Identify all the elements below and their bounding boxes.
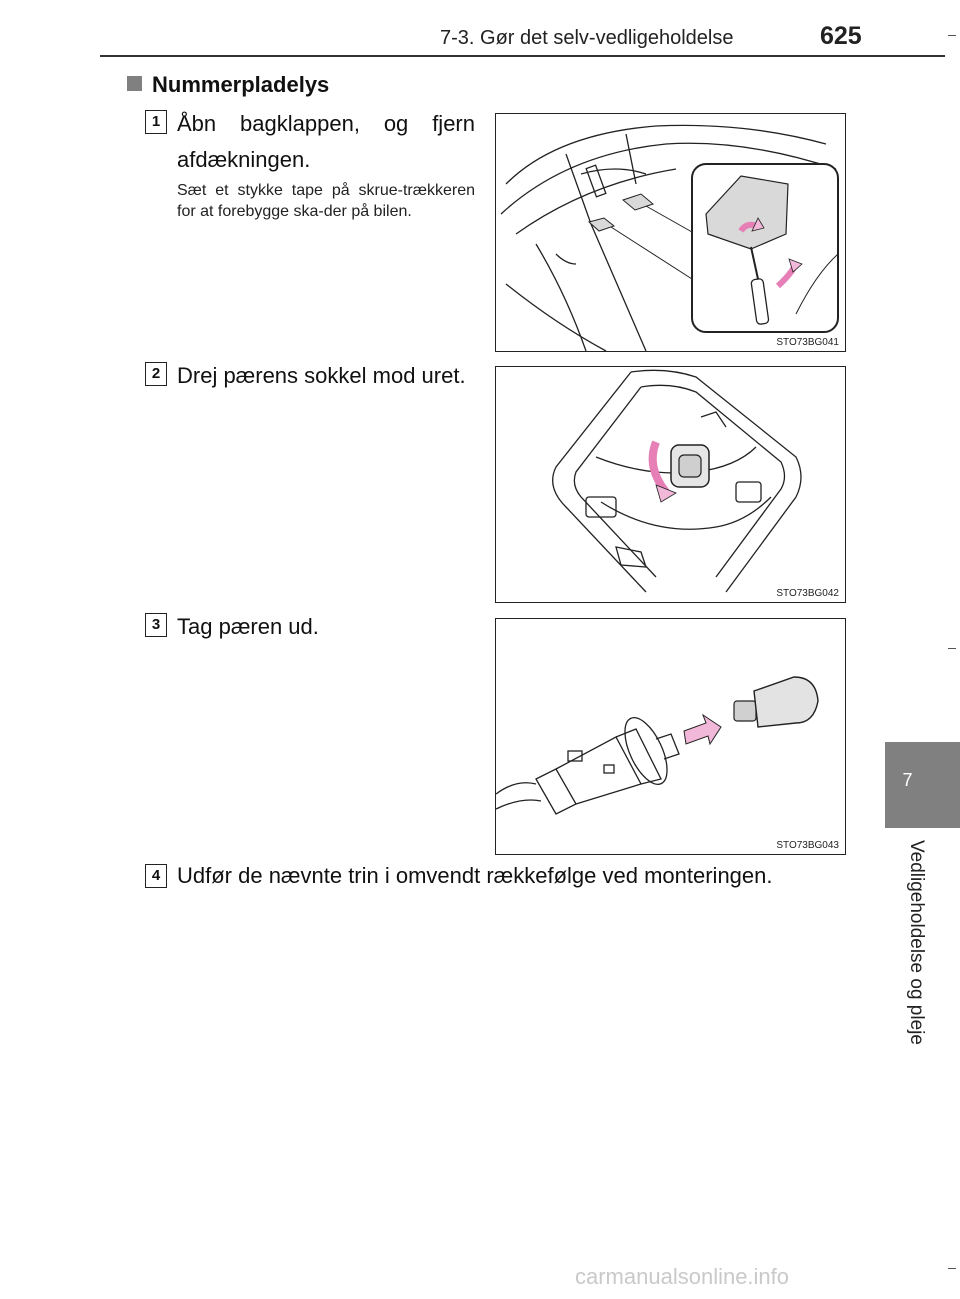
bulb-illustration xyxy=(496,619,845,854)
heading-square-icon xyxy=(127,76,142,91)
chapter-title: Vedligeholdelse og pleje xyxy=(906,840,927,1045)
figure-code: STO73BG042 xyxy=(776,588,839,599)
margin-tick xyxy=(948,1268,956,1269)
chapter-number: 7 xyxy=(902,770,913,790)
figure-tailgate-cover xyxy=(495,113,846,352)
step-1-note: Sæt et stykke tape på skrue-trækkeren for at forebygge ska-der på bilen. xyxy=(177,182,475,220)
tailgate-illustration xyxy=(496,114,845,351)
step-number-badge: 4 xyxy=(145,864,167,888)
step-number-badge: 1 xyxy=(145,110,167,134)
step-number-badge: 3 xyxy=(145,613,167,637)
margin-tick xyxy=(948,648,956,649)
figure-code: STO73BG041 xyxy=(776,337,839,348)
figure-code: STO73BG043 xyxy=(776,840,839,851)
figure-bulb-removal xyxy=(495,618,846,855)
step-2-text: Drej pærens sokkel mod uret. xyxy=(177,363,466,388)
header-section-title: 7-3. Gør det selv-vedligeholdelse xyxy=(440,27,734,49)
section-heading-text: Nummerpladelys xyxy=(152,72,330,97)
page-number: 625 xyxy=(820,22,862,50)
socket-illustration xyxy=(496,367,845,602)
step-number-badge: 2 xyxy=(145,362,167,386)
step-1-text: Åbn bagklappen, og fjern afdækningen. xyxy=(177,111,475,172)
header-rule xyxy=(100,55,945,57)
step-3-text: Tag pæren ud. xyxy=(177,614,319,639)
step-4-text: Udfør de nævnte trin i omvendt rækkefølge ved monteringen. xyxy=(177,863,773,888)
watermark: carmanualsonline.info xyxy=(575,1264,790,1289)
section-heading xyxy=(127,72,329,98)
margin-tick xyxy=(948,35,956,36)
figure-bulb-socket xyxy=(495,366,846,603)
